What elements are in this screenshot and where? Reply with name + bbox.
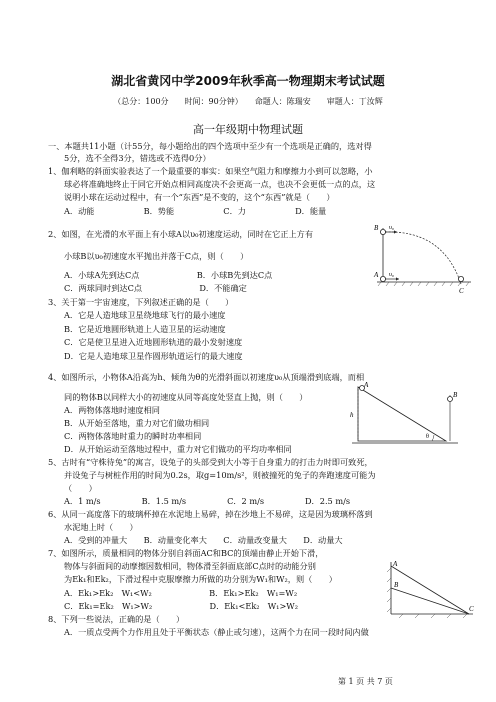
text-line: D．它是人造地球卫星作圆形轨道运行的最大速度 xyxy=(64,351,243,361)
fig4-label: θ xyxy=(426,434,429,440)
text-line: 3、关于第一宇宙速度，下列叙述正确的是（ ） xyxy=(48,297,234,307)
fig2-label: υ₀ xyxy=(389,272,395,278)
text-line: 4、如图所示，小物体A沿高为h、倾角为θ的光滑斜面以初速度υ₀从顶端滑到底端，而相 xyxy=(48,372,365,382)
text-line: 物体与斜面间的动摩擦因数相同，物体滑至斜面底部C点时的动能分别 xyxy=(64,561,316,571)
text-line: 1、伽利略的斜面实验表达了一个最重要的事实：如果空气阻力和摩擦力小到可以忽略，小 xyxy=(48,166,373,176)
text-line: A．小球A先到达C点 B．小球B先到达C点 xyxy=(64,270,273,280)
text-line: C．两球同时到达C点 D．不能确定 xyxy=(64,283,247,293)
text-line: C．Ek₁=Ek₂ W₁>W₂ D．Ek₁<Ek₂ W₁>W₂ xyxy=(64,601,299,611)
fig2-label: A xyxy=(374,271,379,279)
text-line: A．它是人造地球卫星绕地球飞行的最小速度 xyxy=(64,310,226,320)
exam-title: 湖北省黄冈中学2009年秋季高一物理期末考试试题 xyxy=(111,74,385,88)
text-line: 球必将准确地终止于同它开始点相同高度决不会更高一点，也决不会更低一点的点，这 xyxy=(64,179,376,189)
text-line: 2、如图，在光滑的水平面上有小球A以υ₀初速度运动，同时在它正上方有 xyxy=(48,229,314,239)
exam-meta: （总分：100分 时间：90分钟） 命题人：陈瑞安 审题人：丁汝辉 xyxy=(113,97,383,106)
text-line: 说明小球在运动过程中，有一个“东西”是不变的，这个“东西”就是（ ） xyxy=(64,192,335,202)
text-line: 7、如图所示，质量相同的物体分别自斜面AC和BC的顶端由静止开始下滑， xyxy=(48,548,324,558)
text-line: 为Ek₁和Ek₂，下滑过程中克服摩擦力所做的功分别为W₁和W₂，则（ ） xyxy=(64,574,337,584)
text-line: 一、本题共11小题（计55分，每小题给出的四个选项中至少有一个选项是正确的，选对得 xyxy=(48,141,372,151)
text-line: 同的物体B以同样大小的初速度从同等高度处竖直上抛，则（ ） xyxy=(64,392,308,402)
text-line: 5、古时有“守株待兔”的寓言，设兔子的头部受到大小等于自身重力的打击力时即可致死， xyxy=(48,457,373,467)
figure-q2-projectile xyxy=(373,224,473,296)
text-line: C．两物体落地时重力的瞬时功率相同 xyxy=(64,431,202,441)
text-line: 水泥地上时（ ） xyxy=(64,522,138,532)
text-line: A．动能 B．势能 C．力 D．能量 xyxy=(64,206,327,216)
exam-subtitle: 高一年级期中物理试题 xyxy=(193,123,303,136)
fig4-label: A xyxy=(364,381,369,389)
text-line: 5分，选不全得3分，错选或不选得0分） xyxy=(64,153,211,163)
text-line: A．两物体落地时速度相同 xyxy=(64,405,160,415)
text-line: 并设兔子与树桩作用的时间为0.2s，取g=10m/s²，则被撞死的兔子的奔跑速度可能为 xyxy=(64,470,376,480)
text-line: B．从开始至落地，重力对它们做功相同 xyxy=(64,418,210,428)
fig7-label: A xyxy=(393,560,398,568)
figure-q7-two-inclines xyxy=(383,558,479,622)
figure-q4-incline xyxy=(350,381,460,451)
text-line: 8、下列一些说法，正确的是（ ） xyxy=(48,614,185,624)
fig7-label: B xyxy=(394,581,399,589)
fig4-label: B xyxy=(453,391,458,399)
text-line: D．从开始运动至落地过程中，重力对它们做功的平均功率相同 xyxy=(64,444,292,454)
fig2-label: B xyxy=(374,224,379,232)
text-line: （ ） xyxy=(64,483,97,493)
text-line: A．受到的冲量大 B．动量变化率大 C．动量改变量大 D．动量大 xyxy=(64,535,343,545)
fig7-label: C xyxy=(469,605,474,613)
text-line: A．一质点受两个力作用且处于平衡状态（静止或匀速），这两个力在同一段时间内做 xyxy=(64,627,369,637)
text-line: 6、从同一高度落下的玻璃杯掉在水泥地上易碎，掉在沙地上不易碎，这是因为玻璃杯落到 xyxy=(48,509,373,519)
page-footer: 第 1 页 共 7 页 xyxy=(338,677,393,686)
text-line: A．1 m/s B．1.5 m/s C．2 m/s D．2.5 m/s xyxy=(64,496,351,506)
text-line: C．它是使卫星进入近地圆形轨道的最小发射速度 xyxy=(64,337,243,347)
fig2-label: C xyxy=(459,287,464,295)
fig4-label: h xyxy=(350,411,354,419)
text-line: 小球B以υ₀初速度水平抛出并落于C点，则（ ） xyxy=(64,251,249,261)
text-line: B．它是近地圆形轨道上人造卫星的运动速度 xyxy=(64,324,226,334)
fig2-label: υ₀ xyxy=(389,225,395,231)
text-line: A．Ek₁>Ek₂ W₁<W₂ B．Ek₁>Ek₂ W₁=W₂ xyxy=(64,588,298,598)
